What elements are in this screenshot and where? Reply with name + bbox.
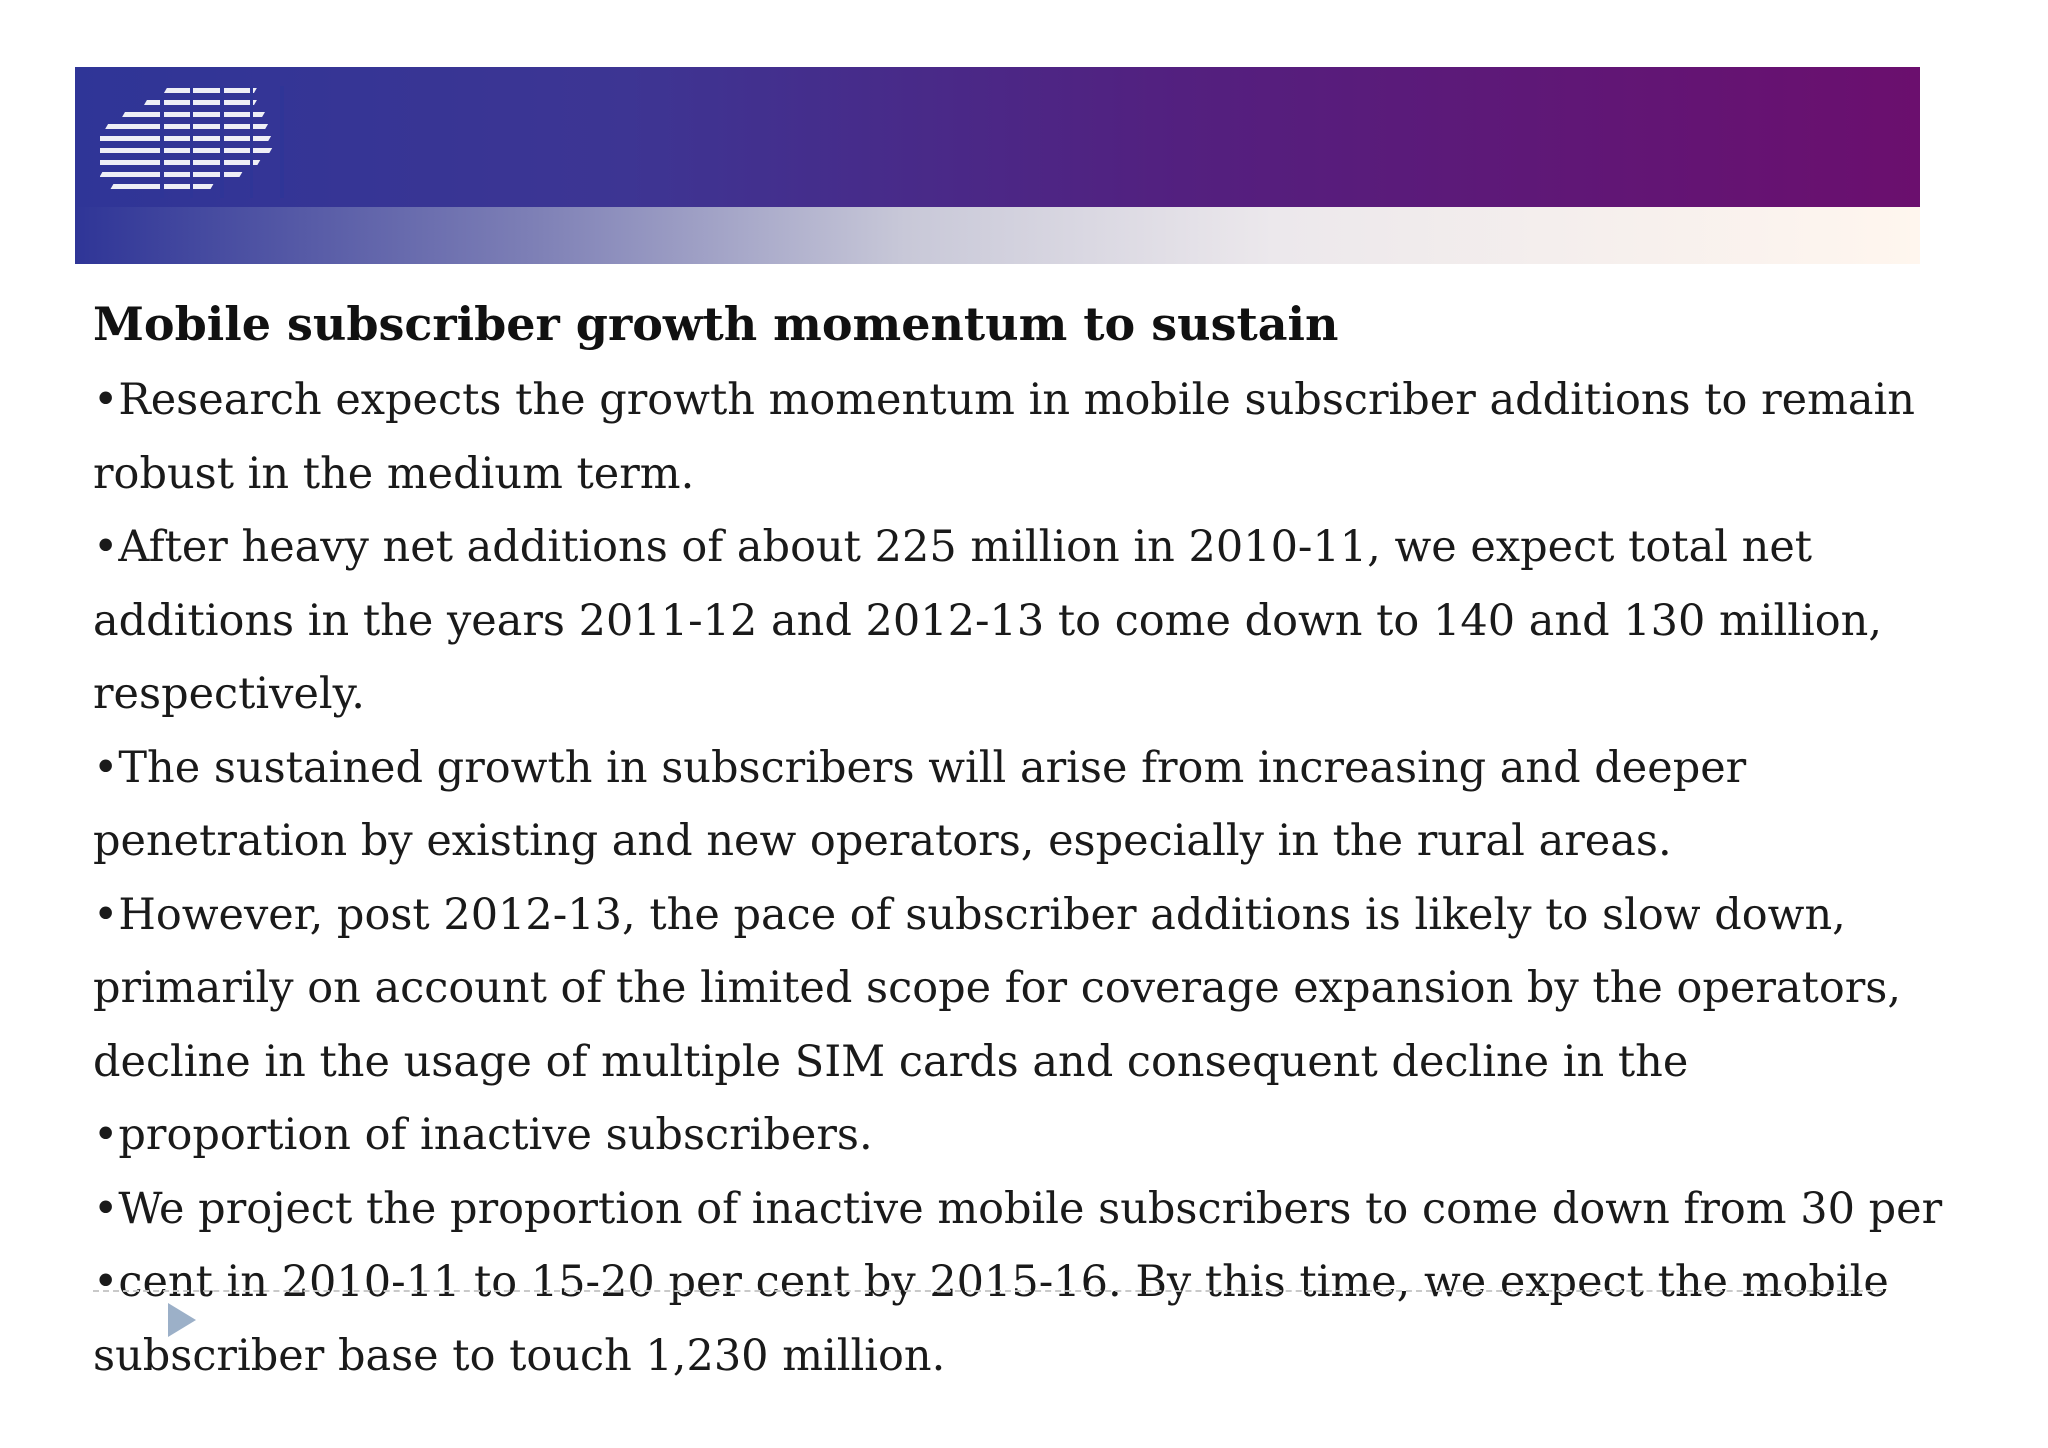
text-line: additions in the years 2011-12 and 2012-13 to come down to 140 and 130 million,	[93, 595, 1883, 646]
bullet-text-body	[93, 364, 1943, 1393]
text-line: •proportion of inactive subscribers.	[93, 1110, 873, 1160]
text-line: •cent in 2010-11 to 15-20 per cent by 2015-16. By this time, we expect the mobile	[93, 1257, 1889, 1307]
text-line: •After heavy net additions of about 225 million in 2010-11, we expect total net	[93, 522, 1813, 572]
text-line: •We project the proportion of inactive mobile subscribers to come down from 30 per	[93, 1183, 1943, 1234]
text-line: •Research expects the growth momentum in mobile subscriber additions to remain	[93, 375, 1915, 425]
dashed-divider	[93, 1290, 1883, 1292]
text-line: respectively.	[93, 669, 365, 719]
slide-title: Mobile subscriber growth momentum to sustain	[93, 297, 1339, 351]
text-line: penetration by existing and new operators, especially in the rural areas.	[93, 816, 1672, 866]
slide-content	[93, 288, 1943, 1393]
text-line: •The sustained growth in subscribers will arise from increasing and deeper	[93, 742, 1747, 793]
header-banner	[75, 67, 1920, 207]
text-line: subscriber base to touch 1,230 million.	[93, 1330, 946, 1381]
text-line: robust in the medium term.	[93, 448, 695, 499]
triangle-right-icon[interactable]	[168, 1303, 196, 1337]
header-gradient-fade	[75, 207, 1920, 264]
text-line: •However, post 2012-13, the pace of subscriber additions is likely to slow down,	[93, 889, 1846, 940]
text-line: primarily on account of the limited scope for coverage expansion by the operators,	[93, 963, 1902, 1013]
text-line: decline in the usage of multiple SIM cards and consequent decline in the	[93, 1036, 1689, 1087]
striped-globe-logo-icon	[100, 86, 340, 198]
